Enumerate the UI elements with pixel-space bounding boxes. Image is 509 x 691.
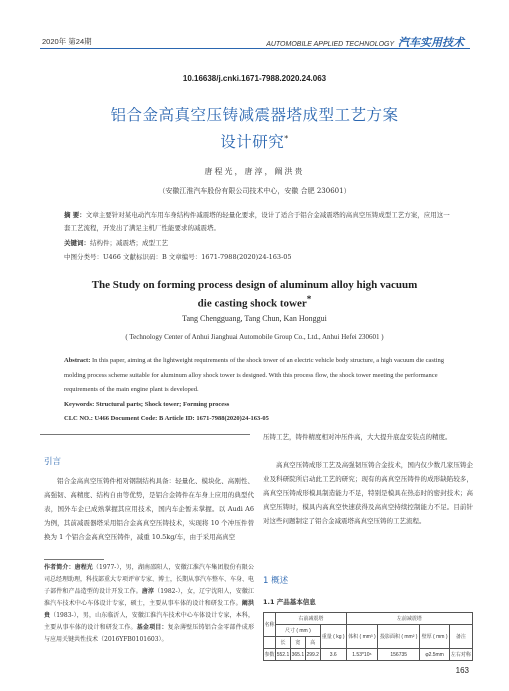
header-rule xyxy=(40,48,470,49)
table-head-remark: 备注 xyxy=(449,625,472,649)
table-head-weight: 重量 ( kg ) xyxy=(320,625,346,649)
footnote-rule xyxy=(44,559,104,560)
table-cell: φ2.5mm xyxy=(420,649,449,661)
table-cell: 365.1 xyxy=(290,649,305,661)
abstract-cn-text: 文章主要针对某电动汽车用车身结构件减震塔的轻量化要求，设计了适合于铝合金减震塔的高真空压铸成型工艺方案，应用这一套工艺流程，开发出了满足主机厂性能要求的减震塔。 xyxy=(64,211,450,232)
classification-en: CLC NO.: U466 Document Code: B Article ID: 1671-7988(2020)24-163-05 xyxy=(64,415,269,422)
table-head-area: 投影面积 ( mm² ) xyxy=(378,625,420,649)
page-number: 163 xyxy=(455,666,469,675)
table-group-left: 左前减震塔 xyxy=(346,613,472,625)
footnote-text-1: （1977-），男，湖南邵阳人，安徽江淮汽车集团股份有限公司总经理助理，科技部重大专项评审专家、博士，长期从事汽车整车、车身、电子部件和产品造型的设计开发工作。 xyxy=(44,564,255,595)
title-en-footnote-mark: * xyxy=(306,294,312,304)
title-cn-line1: 铝合金高真空压铸减震器塔成型工艺方案 xyxy=(110,106,399,124)
section-divider xyxy=(40,434,250,435)
table-head-volume: 体积 ( mm³ ) xyxy=(346,625,377,649)
keywords-en: Keywords: Structural parts; Shock tower; Forming process xyxy=(64,401,230,408)
product-info-table xyxy=(263,612,473,661)
table-header-row-2 xyxy=(264,625,473,637)
table-head-blank xyxy=(264,637,276,649)
section-heading-overview: 1 概述 xyxy=(263,576,289,586)
intro-paragraph: 铝合金高真空压铸件相对钢制结构具备：轻量化、模块化、高刚性、高强韧、高精度、结构自由等优势，是铝合金铸件在车身上应用的典型代表，国外车企已成熟掌握其应用技术，国内车企暂未掌握。以 Audi A6 为例，其前减震器塔采用铝合金高真空压铸技术，实现将 10 个冲压件替换为 1 个铝合金高真空压铸件，减重 10.5kg/车，由于采用高真空 xyxy=(44,477,254,541)
footnote-name-2: 唐淳 xyxy=(141,588,155,595)
table-cell: 1.53*10⁶ xyxy=(346,649,377,661)
authors-cn: 唐程光，唐淳，阚洪贵 xyxy=(204,167,305,176)
keywords-cn-label: 关键词： xyxy=(64,239,90,247)
footnote-text-3: （1983-），男，山东临沂人，安徽江淮汽车技术中心车体设计专家，本科，主要从事车体的设计和研发工作。 xyxy=(44,612,254,631)
keywords-cn xyxy=(64,238,168,247)
table-head-wall: 壁厚 ( mm ) xyxy=(420,625,449,649)
title-cn-line2-wrap xyxy=(0,127,509,154)
table-cell-name: 参数 xyxy=(264,649,276,661)
table-cell: 156735 xyxy=(378,649,420,661)
authors-en: Tang Chengguang, Tang Chun, Kan Honggui xyxy=(182,314,327,323)
table-row xyxy=(264,649,473,661)
footnote-text-2: （1982-），女，辽宁沈阳人，安徽江淮汽车技术中心车体设计专家，硕士，主要从事车体的设计和研发工作。 xyxy=(44,588,254,607)
table-header-row-1 xyxy=(264,613,473,625)
abstract-cn-label: 摘 要： xyxy=(64,211,86,219)
intro-heading: 引言 xyxy=(44,457,62,467)
table-cell: 3.6 xyxy=(320,649,346,661)
footnote-label-author: 作者简介： xyxy=(44,564,75,571)
footnote xyxy=(44,562,254,646)
footnote-name-3: 阚洪贵 xyxy=(44,600,254,619)
title-cn-line2: 设计研究 xyxy=(220,133,285,152)
abstract-en-label: Abstract: xyxy=(64,357,91,364)
affiliation-cn: （安徽江淮汽车股份有限公司技术中心，安徽 合肥 230601） xyxy=(158,187,351,195)
table-group-right: 右前减震塔 xyxy=(276,613,347,625)
doi: 10.16638/j.cnki.1671-7988.2020.24.063 xyxy=(182,74,327,83)
title-en-line2: die casting shock tower xyxy=(197,297,307,310)
subsection-heading-product-info: 1.1 产品基本信息 xyxy=(263,598,316,606)
affiliation-en: ( Technology Center of Anhui Jianghuai Automobile Group Co., Ltd., Anhui Hefei 230601 ) xyxy=(125,333,384,341)
issue-label: 2020年 第24期 xyxy=(42,37,92,46)
title-en xyxy=(0,278,509,311)
title-en-line1: The Study on forming process design of aluminum alloy high vacuum xyxy=(91,279,418,291)
right-paragraph-1: 压铸工艺，铸件精度相对冲压件高，大大提升底盘安装点的精度。 xyxy=(263,433,452,441)
table-cell: 299.2 xyxy=(305,649,320,661)
right-paragraph-2: 高真空压铸成形工艺及高强韧压铸合金技术，国内仅少数几家压铸企业及科研院所启动此工艺的研究；现有的高真空压铸件的成形缺陷较多，高真空压铸成形模具制造能力不足，特别是模具在热态时的密封技术；高真空压铸时，模具内高真空快速获得及高真空持续控制能力不足。目前针对这些问题制定了铝合金减震塔高真空压铸的工艺流程。 xyxy=(263,461,473,525)
footnote-name-1: 唐程光 xyxy=(74,564,93,571)
keywords-cn-text: 结构件；减震塔；成型工艺 xyxy=(90,239,168,247)
title-cn xyxy=(0,104,509,154)
title-footnote-mark: * xyxy=(284,134,289,143)
journal-name: AUTOMOBILE APPLIED TECHNOLOGY xyxy=(266,41,395,48)
table-head-name: 名称 xyxy=(264,613,276,637)
table-head-size: 尺寸 ( mm ) xyxy=(276,625,321,637)
title-en-line2-wrap xyxy=(0,292,509,311)
table-head-width: 宽 xyxy=(290,637,305,649)
journal-brand: 汽车实用技术 xyxy=(398,37,464,49)
table-head-height: 高 xyxy=(305,637,320,649)
abstract-cn xyxy=(64,209,454,235)
abstract-en xyxy=(64,354,456,398)
table-head-length: 长 xyxy=(276,637,291,649)
footnote-label-fund: 基金项目： xyxy=(136,624,168,631)
footnote-fund: 复杂薄壁压铸铝合金零部件成形与应用关键共性技术（2016YFB0101603）。 xyxy=(44,624,254,643)
classification-cn: 中图分类号：U466 文献标识码：B 文章编号：1671-7988(2020)24-163-05 xyxy=(64,253,292,261)
table-cell: 左右对称 xyxy=(449,649,472,661)
abstract-en-text: In this paper, aiming at the lightweight requirements of the shock tower of an electric vehicle body structure, a high vacuum die casting molding process scheme suitable for aluminum alloy shock tower is designed. With this process flow, the shock tower meeting the performance requirements of the main engine plant is developed. xyxy=(64,357,445,393)
table-cell: 552.1 xyxy=(276,649,291,661)
